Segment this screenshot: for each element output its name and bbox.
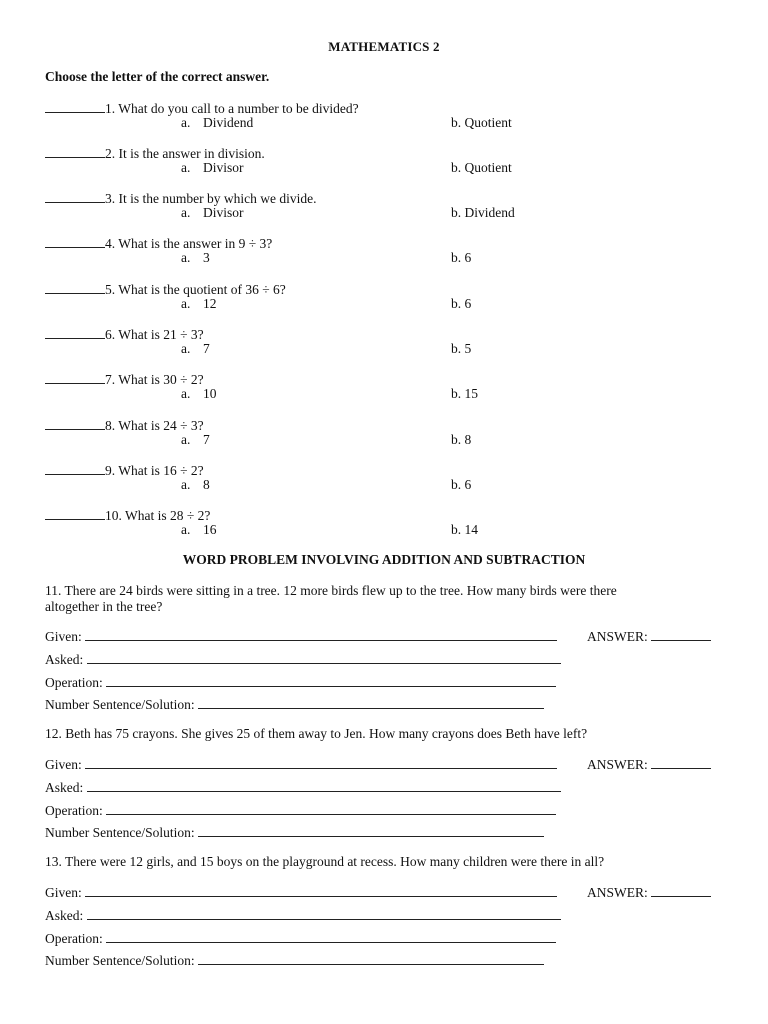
page-title: MATHEMATICS 2 <box>328 39 440 54</box>
answer-blank[interactable] <box>45 326 105 339</box>
answer-blank[interactable] <box>45 190 105 203</box>
question-8: 8. What is 24 ÷ 3? a. 7 b. 8 <box>45 417 745 451</box>
question-text: What is the quotient of 36 ÷ 6? <box>118 282 286 297</box>
word-problem-13 <box>45 854 735 968</box>
number-sentence-line[interactable] <box>198 952 544 965</box>
question-7: 7. What is 30 ÷ 2? a. 10 b. 15 <box>45 371 745 405</box>
option-b: b. Quotient <box>451 160 512 175</box>
answer-row: ANSWER: <box>587 628 711 645</box>
question-text: What is the answer in 9 ÷ 3? <box>118 236 273 251</box>
asked-row: Asked: <box>45 779 561 795</box>
option-b: b. Dividend <box>451 205 515 220</box>
instructions: Choose the letter of the correct answer. <box>45 69 270 84</box>
answer-blank[interactable] <box>45 145 105 158</box>
option-a: a. 12 <box>181 296 217 311</box>
problem-text: 11. There are 24 birds were sitting in a tree. 12 more birds flew up to the tree. How many birds were there altogether in the tree? <box>45 583 617 614</box>
option-a: a. 3 <box>181 250 210 265</box>
answer-line[interactable] <box>651 756 711 769</box>
asked-row: Asked: <box>45 907 561 923</box>
question-text: What do you call to a number to be divided? <box>118 101 359 116</box>
question-text: It is the number by which we divide. <box>118 191 317 206</box>
operation-row: Operation: <box>45 930 556 946</box>
number-sentence-line[interactable] <box>198 696 544 709</box>
given-line[interactable] <box>85 628 557 641</box>
number-sentence-row: Number Sentence/Solution: <box>45 824 544 840</box>
question-text: What is 21 ÷ 3? <box>118 327 204 342</box>
asked-line[interactable] <box>87 779 561 792</box>
option-a: a. 16 <box>181 522 217 537</box>
option-b: b. 8 <box>451 432 472 447</box>
answer-row: ANSWER: <box>587 756 711 773</box>
problem-text: 13. There were 12 girls, and 15 boys on the playground at recess. How many children were there in all? <box>45 854 605 869</box>
answer-blank[interactable] <box>45 100 105 113</box>
answer-blank[interactable] <box>45 281 105 294</box>
operation-line[interactable] <box>106 930 556 943</box>
number-sentence-row: Number Sentence/Solution: <box>45 696 544 712</box>
option-b: b. 6 <box>451 296 472 311</box>
option-b: b. 5 <box>451 341 472 356</box>
question-1: 1. What do you call to a number to be divided? a. Dividend b. Quotient <box>45 100 745 134</box>
asked-line[interactable] <box>87 651 561 664</box>
answer-line[interactable] <box>651 628 711 641</box>
question-6: 6. What is 21 ÷ 3? a. 7 b. 5 <box>45 326 745 360</box>
answer-blank[interactable] <box>45 417 105 430</box>
asked-line[interactable] <box>87 907 561 920</box>
answer-blank[interactable] <box>45 462 105 475</box>
answer-blank[interactable] <box>45 235 105 248</box>
option-a: a. 8 <box>181 477 210 492</box>
option-b: b. 15 <box>451 386 478 401</box>
given-row: Given: <box>45 756 557 772</box>
question-9: 9. What is 16 ÷ 2? a. 8 b. 6 <box>45 462 745 496</box>
question-5: 5. What is the quotient of 36 ÷ 6? a. 12 b. 6 <box>45 281 745 315</box>
option-a: a. Divisor <box>181 160 244 175</box>
question-text: What is 28 ÷ 2? <box>125 508 211 523</box>
question-text: It is the answer in division. <box>118 146 265 161</box>
given-row: Given: <box>45 884 557 900</box>
section-heading: WORD PROBLEM INVOLVING ADDITION AND SUBTRACTION <box>182 552 586 567</box>
option-a: a. Dividend <box>181 115 254 130</box>
question-text: What is 30 ÷ 2? <box>118 372 204 387</box>
option-b: b. 14 <box>451 522 478 537</box>
option-a: a. 10 <box>181 386 217 401</box>
number-sentence-row: Number Sentence/Solution: <box>45 952 544 968</box>
question-3: 3. It is the number by which we divide. a. Divisor b. Dividend <box>45 190 745 224</box>
option-b: b. 6 <box>451 477 472 492</box>
answer-blank[interactable] <box>45 371 105 384</box>
answer-row: ANSWER: <box>587 884 711 901</box>
problem-text: 12. Beth has 75 crayons. She gives 25 of them away to Jen. How many crayons does Beth have left? <box>45 726 588 741</box>
question-4: 4. What is the answer in 9 ÷ 3? a. 3 b. 6 <box>45 235 745 269</box>
given-row: Given: <box>45 628 557 644</box>
asked-row: Asked: <box>45 651 561 667</box>
question-text: What is 16 ÷ 2? <box>118 463 204 478</box>
operation-line[interactable] <box>106 802 556 815</box>
option-a: a. 7 <box>181 432 210 447</box>
given-line[interactable] <box>85 756 557 769</box>
option-a: a. Divisor <box>181 205 244 220</box>
word-problem-12 <box>45 726 735 840</box>
question-text: What is 24 ÷ 3? <box>118 418 204 433</box>
question-2: 2. It is the answer in division. a. Divisor b. Quotient <box>45 145 745 179</box>
option-b: b. 6 <box>451 250 472 265</box>
operation-line[interactable] <box>106 674 556 687</box>
answer-line[interactable] <box>651 884 711 897</box>
option-b: b. Quotient <box>451 115 512 130</box>
given-line[interactable] <box>85 884 557 897</box>
word-problem-11 <box>45 583 735 712</box>
option-a: a. 7 <box>181 341 210 356</box>
operation-row: Operation: <box>45 674 556 690</box>
answer-blank[interactable] <box>45 507 105 520</box>
question-10: 10. What is 28 ÷ 2? a. 16 b. 14 <box>45 507 745 541</box>
number-sentence-line[interactable] <box>198 824 544 837</box>
operation-row: Operation: <box>45 802 556 818</box>
